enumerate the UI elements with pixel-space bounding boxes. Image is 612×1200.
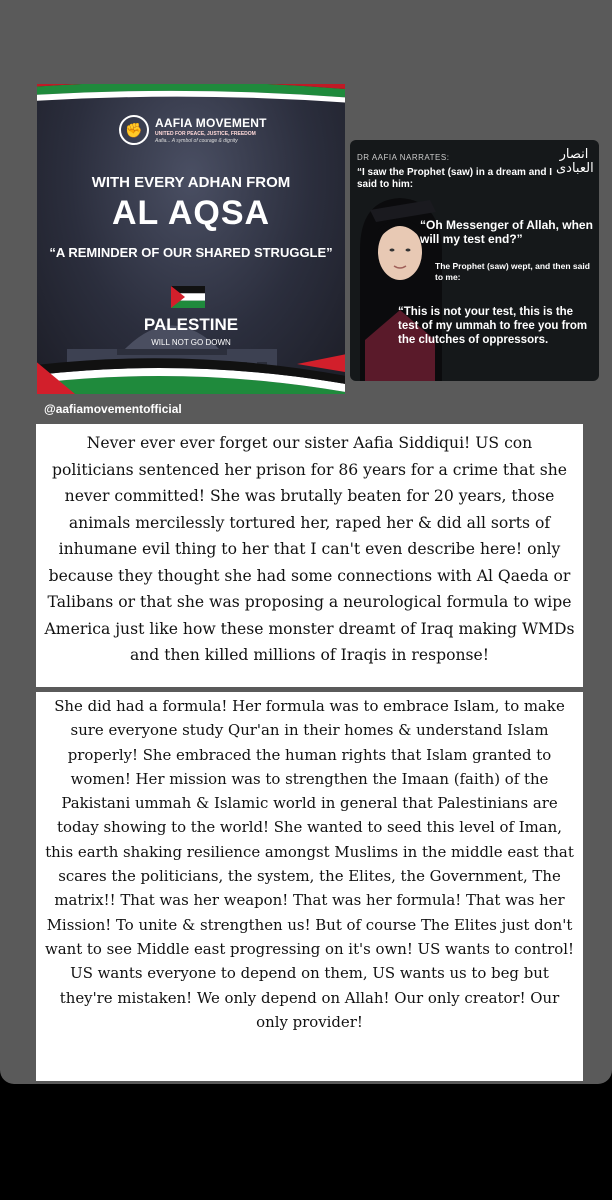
text-block-2: She did had a formula! Her formula was to embrace Islam, to make sure everyone study Qur'an in their homes & understand Islam properly! She embraced the human rights that Islam granted to women! Her mission was to strengthen the Imaan (faith) of the Pakistani ummah & Islamic world in general that Palestinians are today showing to the world! She wanted to seed this level of Iman, this earth shaking resilience amongst Muslims in the middle east that scares the politicians, the system, the Elites, the Government, The matrix!! That was her weapon! That was her formula! That was her Mission! To unite & strengthen us! But of course The Elites just don't want to see Middle east progressing on it's own! US wants to control! US wants everyone to depend on them, US wants us to beg but they're mistaken! We only depend on Allah! Our only creator! Our only provider! (36, 692, 583, 1081)
aafia-poster-image (37, 84, 345, 394)
flag-swoosh-bottom (37, 354, 345, 394)
arabic-logo: انصار العبادی (556, 147, 594, 176)
headline-quote: “A REMINDER OF OUR SHARED STRUGGLE” (49, 245, 333, 260)
logo-title: AAFIA MOVEMENT (155, 116, 267, 130)
will-not-go-down-text: WILL NOT GO DOWN (151, 338, 231, 347)
palestine-flag-icon (171, 286, 205, 308)
quote-line-4: “This is not your test, this is the test of my ummah to free you from the clutches of oppressors. (398, 306, 588, 346)
aafia-logo-icon: ✊ (119, 115, 149, 145)
headline-small: WITH EVERY ADHAN FROM (91, 174, 291, 191)
quote-card-heading: DR AAFIA NARRATES: (357, 153, 450, 162)
palestine-text: PALESTINE (143, 315, 239, 334)
headline-big: AL AQSA (111, 194, 271, 232)
quote-line-1: “I saw the Prophet (saw) in a dream and I said to him: (357, 167, 553, 190)
instagram-handle[interactable]: @aafiamovementofficial (44, 402, 182, 416)
quote-line-3: The Prophet (saw) wept, and then said to me: (435, 261, 590, 282)
flag-swoosh-top (37, 84, 345, 108)
quote-card-image (350, 140, 599, 381)
logo-tagline: Aafia... A symbol of courage & dignity (155, 138, 238, 144)
text-block-1: Never ever ever forget our sister Aafia Siddiqui! US con politicians sentenced her prison for 86 years for a crime that she never committed! She was brutally beaten for 20 years, those animals mercilessly tortured her, raped her & did all sorts of inhumane evil thing to her that I can't even describe here! only because they thought she had some connections with Al Qaeda or Talibans or that she was proposing a neurological formula to wipe America just like how these monster dreamt of Iraq making WMDs and then killed millions of Iraqis in response! (36, 424, 583, 687)
quote-line-2: “Oh Messenger of Allah, when will my test end?” (420, 218, 593, 246)
logo-subtitle: UNITED FOR PEACE, JUSTICE, FREEDOM (155, 131, 256, 137)
